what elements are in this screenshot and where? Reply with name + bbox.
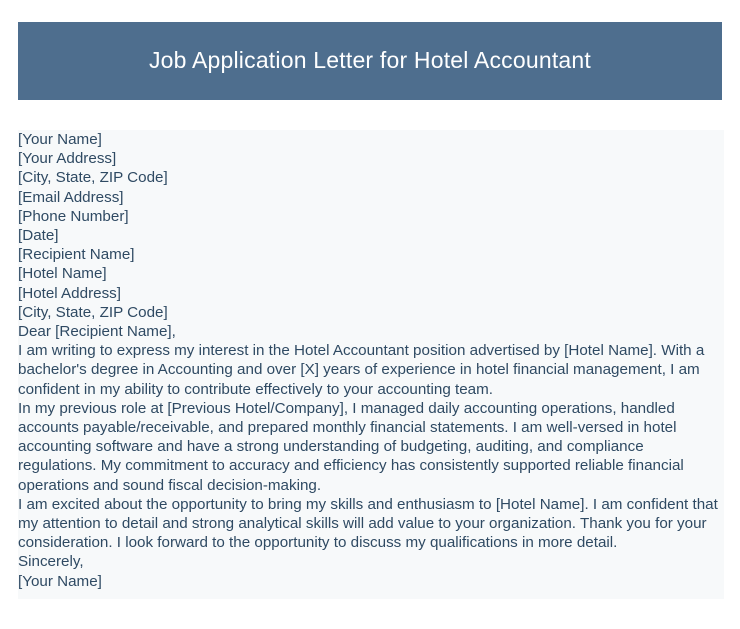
- sender-address: [Your Address]: [18, 150, 117, 168]
- signature-name: [Your Name]: [18, 572, 102, 590]
- closing-salutation: Sincerely,: [18, 553, 84, 571]
- recipient-hotel-address: [Hotel Address]: [18, 284, 121, 302]
- sender-phone: [Phone Number]: [18, 207, 129, 225]
- sender-email: [Email Address]: [18, 188, 124, 206]
- recipient-name: [Recipient Name]: [18, 246, 135, 264]
- letter-body: [18, 130, 724, 599]
- page-title: Job Application Letter for Hotel Accountant: [148, 47, 592, 74]
- document-header-band: [18, 22, 722, 100]
- bottom-spacer: [18, 591, 724, 599]
- sender-city-state-zip: [City, State, ZIP Code]: [18, 169, 168, 187]
- recipient-city-state-zip: [City, State, ZIP Code]: [18, 303, 168, 321]
- salutation: Dear [Recipient Name],: [18, 323, 176, 341]
- sender-name: [Your Name]: [18, 131, 102, 148]
- letter-content: [18, 130, 724, 599]
- body-paragraph-2: In my previous role at [Previous Hotel/Company], I managed daily accounting operations, handled accounts payable/receivable, and prepared monthly financial statements. I am well-versed in hotel accounting software and have a strong understanding of budgeting, auditing, and compliance regulations. My commitment to accuracy and efficiency has consistently supported reliable financial operations and sound fiscal decision-making.: [18, 399, 684, 494]
- letter-date: [Date]: [18, 227, 59, 245]
- body-paragraph-1: I am writing to express my interest in the Hotel Accountant position advertised by [Hotel Name]. With a bachelor's degree in Accounting and over [X] years of experience in hotel financial management, I am confident in my ability to contribute effectively to your accounting team.: [18, 342, 705, 398]
- body-paragraph-3: I am excited about the opportunity to bring my skills and enthusiasm to [Hotel Name]. I am confident that my attention to detail and strong analytical skills will add value to your organization. Thank you for your consideration. I look forward to the opportunity to discuss my qualifications in more detail.: [18, 495, 718, 552]
- recipient-hotel-name: [Hotel Name]: [18, 265, 107, 283]
